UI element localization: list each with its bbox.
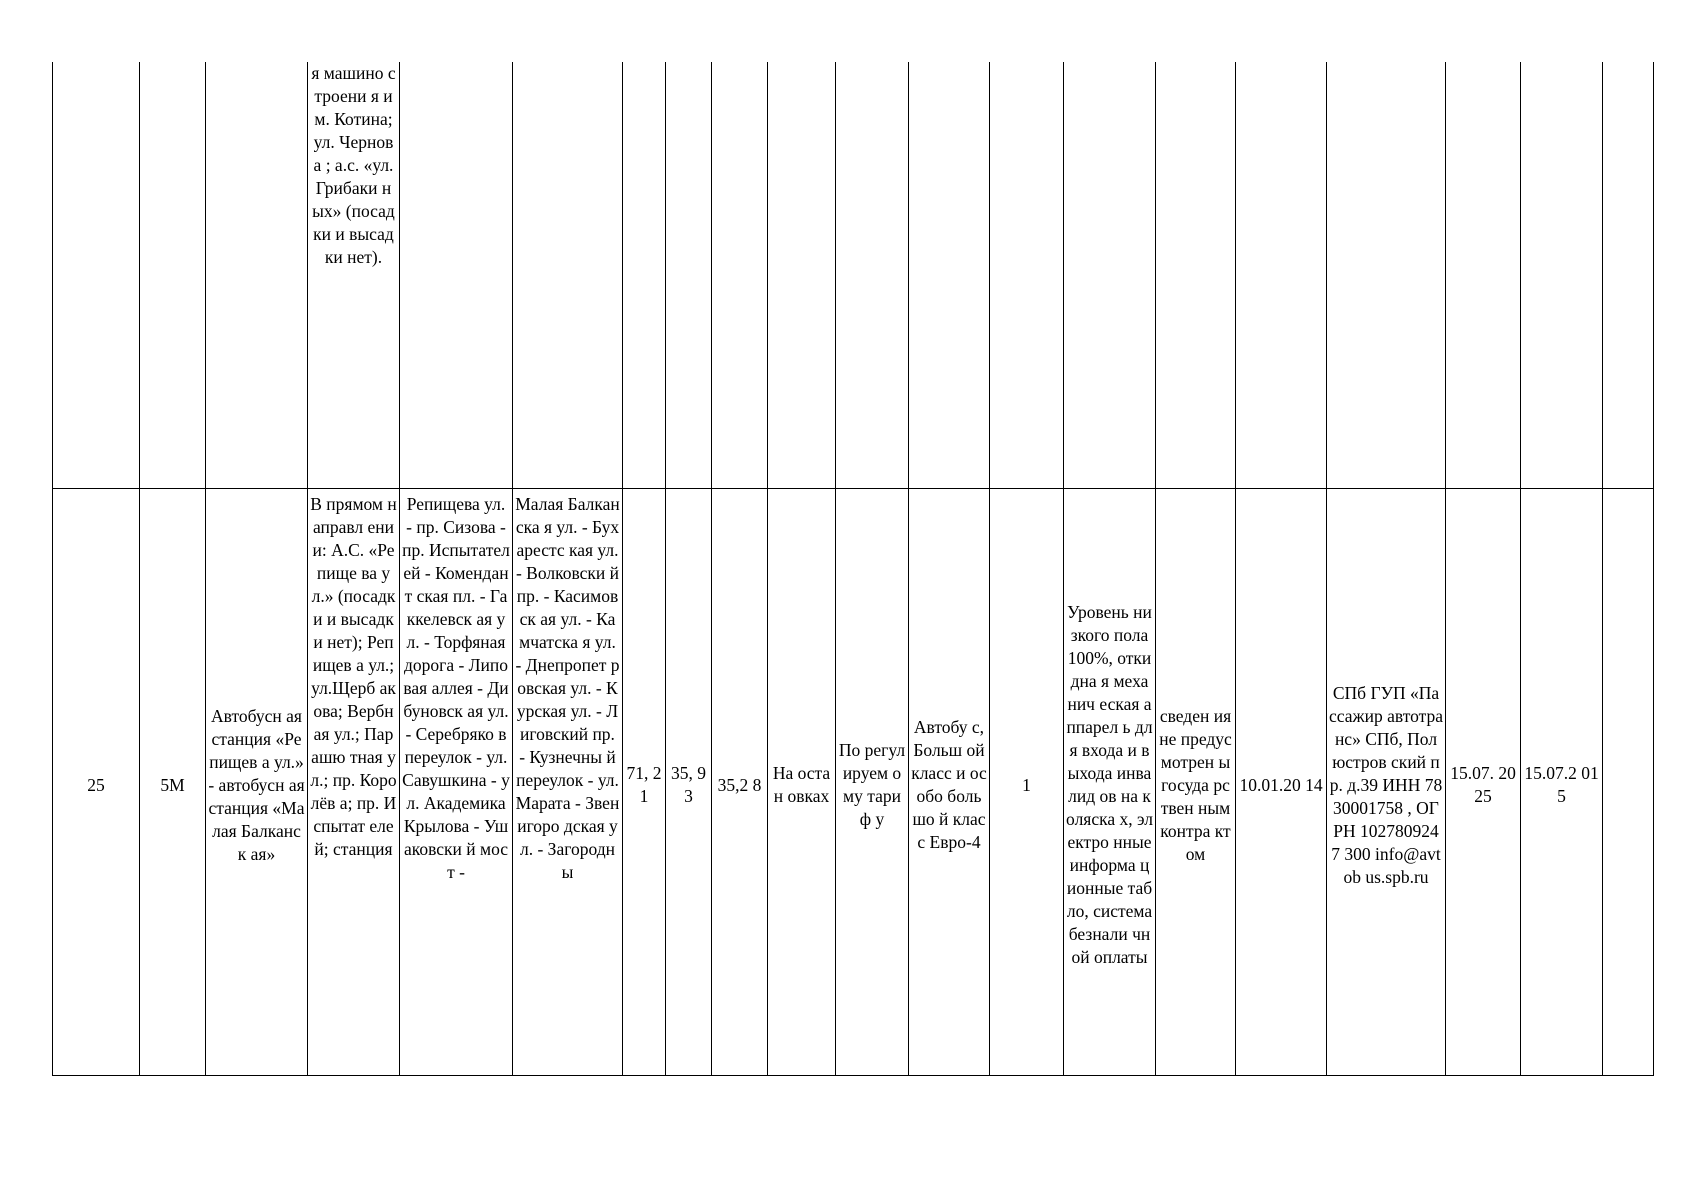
register-table [52,62,1654,1076]
cell-carrier: СПб ГУП «Пассажир автотранс» СПб, Полюстров ский пр. д.39 ИНН 7830001758 , ОГРН 1027809247 300 info@avtob us.spb.ru [1327,489,1446,1076]
cell-vehicle-type: Автобу с, Больш ой класс и особо большо й класс Евро-4 [909,489,990,1076]
cell-vehicle-count: 1 [990,489,1064,1076]
cell-features [1064,62,1156,489]
cell-features: Уровень низкого пола 100%, откидна я механич еская аппарел ь для входа и выхода инвалид ов на коляска х, электро нные информа ционные табло, система безнали чной оплаты [1064,489,1156,1076]
cell-stops: В прямом направл ении: А.С. «Репище ва ул.» (посадки и высадки нет); Репищев а ул.; ул.Щерб акова; Вербная ул.; Парашю тная ул.; пр. Королёв а; пр. Испытат елей; станция [308,489,400,1076]
cell-length-total: 71, 21 [623,489,666,1076]
cell-length-forward [666,62,712,489]
cell-boarding [768,62,836,489]
cell-streets-reverse [513,62,623,489]
cell-vehicle-count [990,62,1064,489]
cell-route-name [206,62,308,489]
cell-extra [1603,62,1654,489]
cell-contract-date: 15.07.2 015 [1521,489,1603,1076]
cell-route-code [140,62,206,489]
cell-vehicle-type [909,62,990,489]
cell-start-date: 10.01.20 14 [1236,489,1327,1076]
cell-notes: сведен ия не предус мотрен ы госуда рствен ным контра ктом [1156,489,1236,1076]
cell-extra [1603,489,1654,1076]
cell-notes [1156,62,1236,489]
cell-streets-reverse: Малая Балканска я ул. - Бухарестс кая ул. - Волковски й пр. - Касимовск ая ул. - Камчатска я ул. - Днепропет ровская ул. - Курская ул. - Лиговский пр. - Кузнечны й переулок - ул. Марата - Звенигоро дская ул. - Загородны [513,489,623,1076]
cell-length-reverse [712,62,768,489]
cell-length-forward: 35, 93 [666,489,712,1076]
cell-route-no: 25 [53,489,140,1076]
table-row [53,489,1654,1076]
cell-length-total [623,62,666,489]
cell-start-date [1236,62,1327,489]
cell-end-date [1446,62,1521,489]
cell-tariff: По регул ируем ому тариф у [836,489,909,1076]
cell-streets-forward [400,62,513,489]
cell-carrier [1327,62,1446,489]
cell-streets-forward: Репищева ул. - пр. Сизова - пр. Испытател ей - Комендант ская пл. - Гаккелевск ая ул. - Торфяная дорога - Липовая аллея - Дибуновск ая ул. - Серебряко в переулок - ул. Савушкина - ул. Академика Крылова - Ушаковски й мост - [400,489,513,1076]
cell-contract-date [1521,62,1603,489]
cell-stops: я машино строени я им. Котина; ул. Чернова ; а.с. «ул. Грибаки ных» (посадки и высадки нет). [308,62,400,489]
cell-boarding: На остан овках [768,489,836,1076]
cell-length-reverse: 35,2 8 [712,489,768,1076]
cell-route-name: Автобусн ая станция «Репищев а ул.» - автобусн ая станция «Малая Балканск ая» [206,489,308,1076]
table-row [53,62,1654,489]
cell-route-no [53,62,140,489]
cell-route-code: 5М [140,489,206,1076]
cell-end-date: 15.07. 2025 [1446,489,1521,1076]
cell-tariff [836,62,909,489]
